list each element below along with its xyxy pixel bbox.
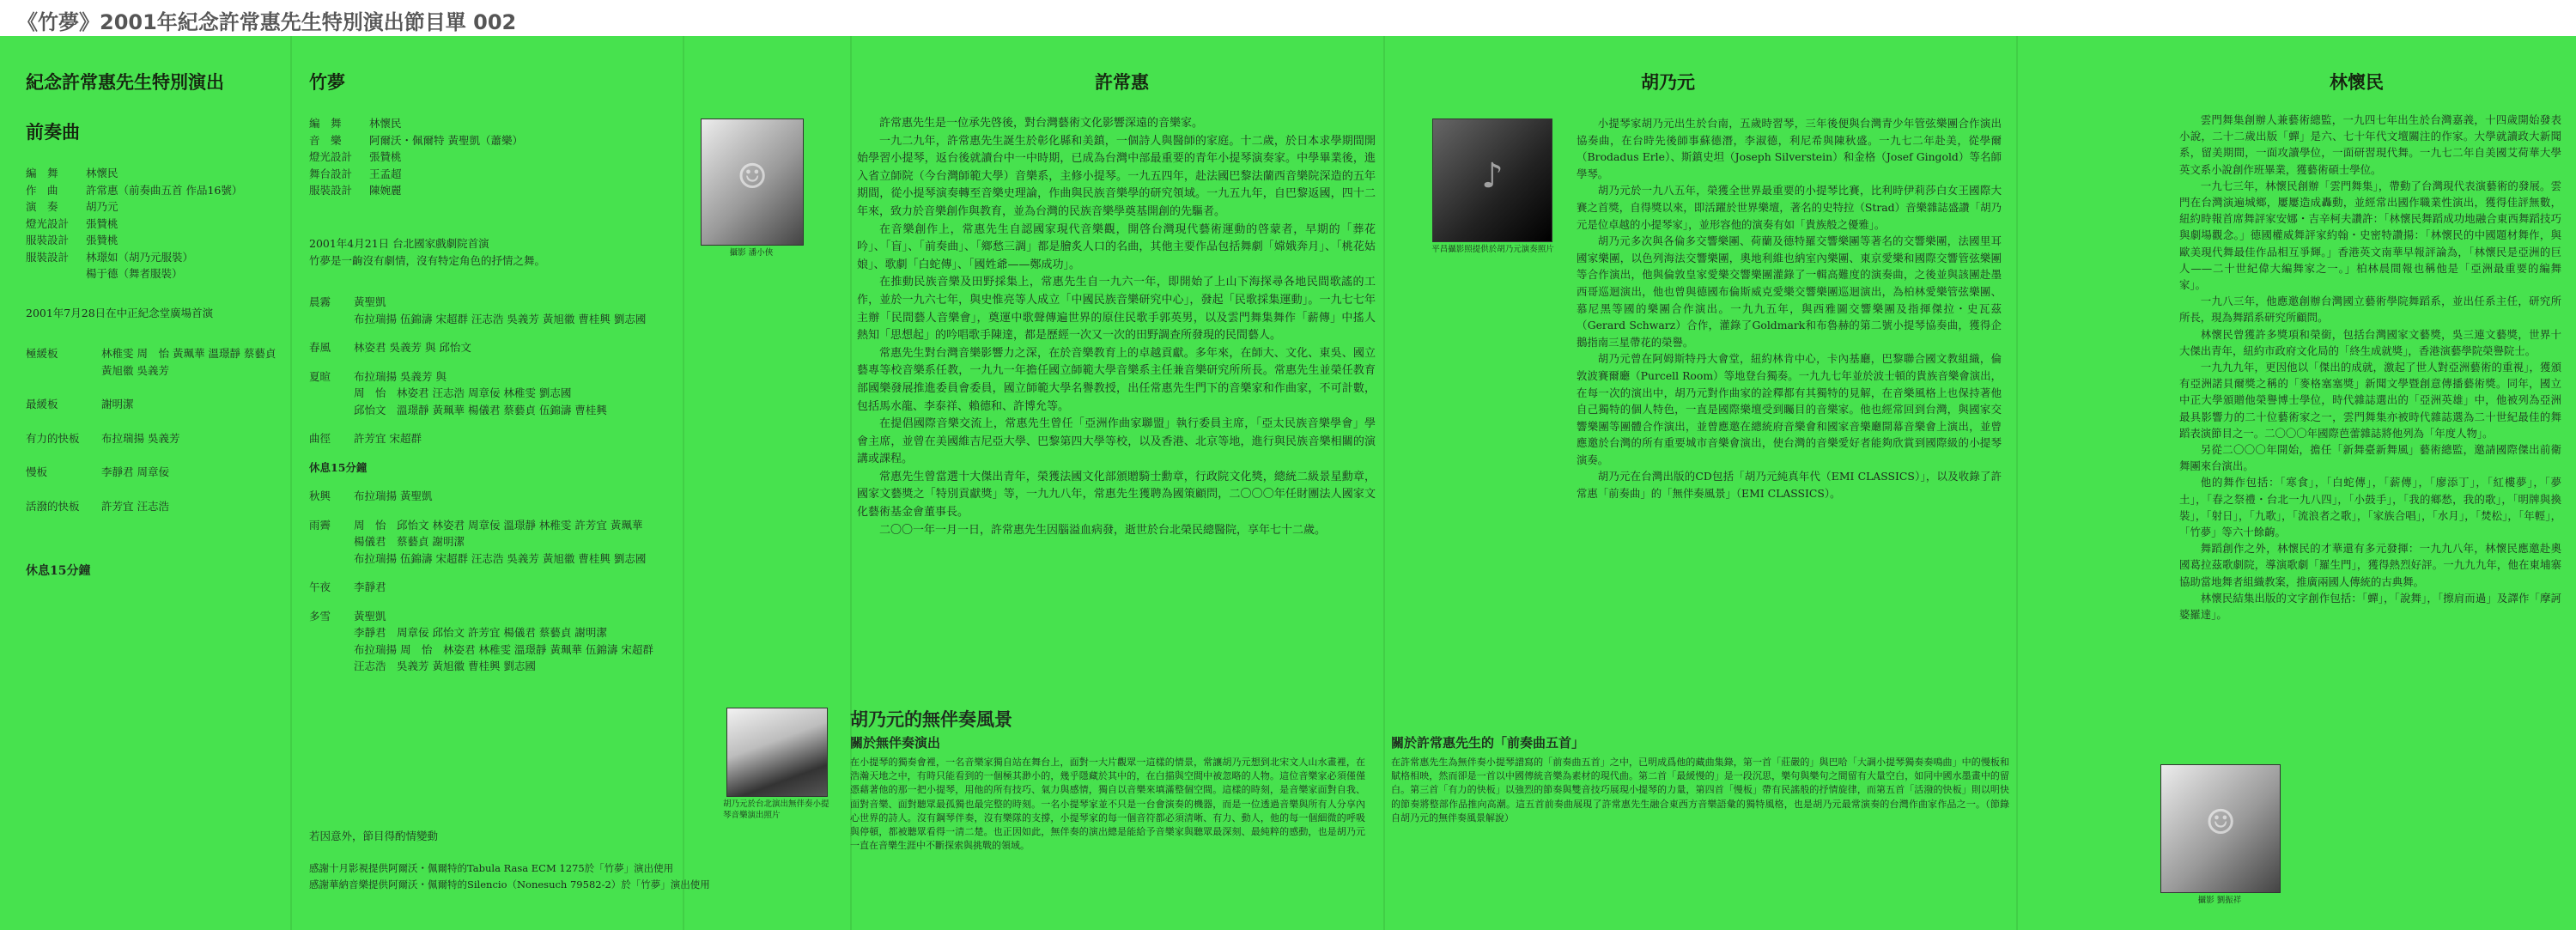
- section-row: [309, 385, 696, 402]
- hu-title: 胡乃元: [1641, 71, 1695, 93]
- hu-biography: [1577, 115, 2002, 665]
- photo-caption: 攝影 劉振祥: [2197, 896, 2242, 905]
- credit-role: 編 舞: [309, 117, 342, 130]
- biography-paragraph: 另從二〇〇〇年開始，擔任「新舞臺新舞風」藝術總監，邀請國際傑出前衛舞團來台演出。: [2179, 443, 2561, 473]
- biography-paragraph: 胡乃元在台灣出版的CD包括「胡乃元純真年代（EMI CLASSICS）」，以及收錄了許常惠「前奏曲」的「無伴奏風景」（EMI CLASSICS）。: [1577, 470, 2002, 501]
- choreographer-photo: [2160, 764, 2281, 893]
- biography-paragraph: 小提琴家胡乃元出生於台南，五歲時習琴，三年後便與台灣青少年管弦樂團合作演出協奏曲，在台時先後師事蘇德潛，李淑德，利尼希與陳秋盛。一九七二年赴美，從學爾（Brodadus Erle）、斯鎮史坦（Joseph Silverstein）和金格（Josef Gingold）等名師學琴。: [1577, 117, 2002, 180]
- performance-photo: [726, 708, 828, 797]
- section-label: 曲徑: [309, 432, 331, 445]
- piece-title: 前奏曲: [26, 121, 80, 143]
- section-dancers: 布拉瑞揚 黃聖凱: [354, 489, 433, 502]
- section-row: [26, 498, 288, 515]
- section-dancers: 林姿君 吳義芳 與 邱怡文: [354, 341, 471, 354]
- section-label: 休息15分鐘: [309, 460, 368, 474]
- preludes-text: 在許常惠先生為無伴奏小提琴譜寫的「前奏曲五首」之中，已明成爲他的藏曲集錄，第一首「莊嚴的」與巴哈「大調小提琴獨奏奏鳴曲」中的慢板和賦格相映，然而卻是一首以中國傳統音樂為素材的現代曲。第二首「最緩慢的」是一段沉思，樂句與樂句之間留有大量空白，如同中國水墨畫中的留白。第三首「有力的快板」以強烈的節奏與雙音技巧展現小提琴的力量，第四首「慢板」帶有民謠般的抒情旋律，而第五首「活潑的快板」則以明快的節奏將整部作品推向高潮。這五首前奏曲展現了許常惠先生融合東西方音樂語彙的獨特風格，也是胡乃元最常演奏的台灣作曲家作品之一。（節錄自胡乃元的無伴奏風景解說）: [1391, 757, 2009, 824]
- section-dancers: 林稚雯 周 怡 黃珮華 溫璟靜 蔡藝貞: [101, 347, 276, 360]
- credit-row: [26, 265, 283, 283]
- photo-caption: 平昌攝影照提供於胡乃元演奏照片: [1431, 245, 1554, 254]
- section-label: 最緩板: [26, 398, 58, 410]
- section-row: [309, 533, 696, 550]
- credit-name: 阿爾沃・佩爾特 黃聖凱（蕭樂）: [369, 133, 523, 147]
- program-sheet: [0, 36, 2576, 930]
- section-row: [309, 294, 696, 311]
- violin-icon: ♪: [1481, 155, 1504, 196]
- biography-paragraph: 胡乃元多次與各倫多交響樂團、荷蘭及德特羅交響樂團等著名的交響樂團，法國里耳國家樂團，以色列海法交響樂團，奧地利維也納室內樂團、東京愛樂和國際交響管弦樂團等合作演出，他與倫敦皇家愛樂交響樂團灌錄了一輯高難度的演奏曲，之後並與該團赴墨西哥巡迴演出，他也曾與德國布倫斯威克愛樂交響樂團巡迴演出，為柏林愛樂管弦樂團、慕尼黑等國的樂團合作演出。一九九五年，與西雅圖交響樂團及指揮傑拉・史瓦茲（Gerard Schwarz）合作，灌錄了Goldmark和布魯赫的第二號小提琴協奏曲，獲得企鵝指南三星帶花的榮譽。: [1577, 234, 2002, 349]
- credit-role: 演 奏: [26, 200, 58, 213]
- credit-row: [309, 182, 653, 199]
- section-row: [309, 430, 696, 447]
- section-label: 秋興: [309, 489, 331, 502]
- section-row: [26, 464, 288, 481]
- section-dancers: 布拉瑞揚 伍錦濤 宋超群 汪志浩 吳義芳 黃旭徽 曹桂興 劉志國: [354, 551, 647, 565]
- violinist-photo: [1432, 119, 1552, 242]
- credit-name: 陳婉麗: [369, 184, 402, 197]
- section-row: [309, 311, 696, 328]
- biography-paragraph: 二〇〇一年一月一日，許常惠先生因腦溢血病發，逝世於台北榮民總醫院，享年七十二歲。: [879, 523, 1327, 537]
- credit-role: 服裝設計: [309, 184, 353, 197]
- credit-name: 王孟超: [369, 167, 402, 180]
- header-bar: [0, 0, 2576, 36]
- section-label: 慢板: [26, 465, 48, 478]
- credit-role: 編 舞: [26, 167, 58, 179]
- section-entry: [26, 464, 288, 481]
- credit-role: 燈光設計: [309, 150, 353, 163]
- credit-row: [309, 149, 653, 166]
- credit-role: 服裝設計: [26, 250, 70, 264]
- bamboo-title: 竹夢: [309, 71, 345, 93]
- section-dancers: 李靜君 周章佞 邱怡文 許芳宜 楊儀君 蔡藝貞 謝明潔: [354, 626, 607, 639]
- biography-paragraph: 一九八三年，他應邀創辦台灣國立藝術學院舞蹈系，並出任系主任，研究所所長，現為舞蹈系研究所顧問。: [2179, 295, 2561, 325]
- premiere-line: 2001年4月21日 台北國家戲劇院首演: [309, 237, 489, 250]
- section-entry: [309, 459, 696, 477]
- section-dancers: 楊儀君 蔡藝貞 謝明潔: [354, 535, 465, 548]
- section-dancers: 許芳宜 汪志浩: [101, 499, 169, 513]
- section-entry: [309, 608, 696, 675]
- credit-name: 張贊桃: [86, 216, 118, 230]
- credit-row: [26, 182, 283, 199]
- section-row: [309, 658, 696, 675]
- section-entry: [309, 517, 696, 568]
- portrait-icon: ☺: [2205, 803, 2236, 843]
- biography-paragraph: 他的舞作包括：「寒食」，「白蛇傳」，「薪傳」，「廖添丁」，「紅樓夢」，「夢土」，「春之祭禮・台北一九八四」，「小鼓手」，「我的鄉愁，我的歌」，「明牌與換裝」，「射日」，「九歌」，「流浪者之歌」，「家族合唱」，「水月」，「焚松」，「年輕」，「竹夢」等六十餘齣。: [2179, 476, 2561, 539]
- credit-role: 作 曲: [26, 183, 58, 197]
- section-dancers: 黃聖凱: [354, 295, 386, 308]
- credit-role: 服裝設計: [26, 234, 70, 246]
- credit-name: 林璟如（胡乃元服裝）: [86, 250, 194, 264]
- panel-lin: [2016, 36, 2576, 930]
- biography-paragraph: 在提倡國際音樂交流上，常惠先生曾任「亞洲作曲家聯盟」執行委員主席，「亞太民族音樂學會」學會主席，並曾在美國維吉尼亞大學、巴黎第四大學等校，以及香港、北京等地，進行與民族音樂相關的演講或課程。: [857, 417, 1376, 466]
- thanks-line: 感謝十月影視提供阿爾沃・佩爾特的Tabula Rasa ECM 1275於「竹夢」演出使用: [309, 862, 674, 874]
- biography-paragraph: 胡乃元曾在阿姆斯特丹大會堂，紐約林肯中心，卡內基廳，巴黎聯合國文教組織，倫敦波賽爾廳（Purcell Room）等地登台獨奏。一九九七年並於波士頓的貴族音樂會演出，在每一次的演出中，胡乃元對作曲家的詮釋都有其獨特的見解，在音樂風格上也保持著他自己獨特的個人特色，一直是國際樂壇受到矚目的音樂家。他也經常回到台灣，與國家交響樂團等團體合作演出，並曾應邀在總統府音樂會和國家音樂廳開幕音樂會上演出，並曾應邀於台灣的所有重要城市音樂會演出，使台灣的音樂愛好者能夠欣賞到國際級的小提琴演奏。: [1577, 352, 2002, 466]
- section-entry: [26, 498, 288, 515]
- section-row: [309, 641, 696, 659]
- section-dancers: 布拉瑞揚 吳義芳: [101, 431, 180, 445]
- section-row: [26, 430, 288, 447]
- section-row: [309, 459, 696, 477]
- section-row: [309, 488, 696, 505]
- section-label: 有力的快板: [26, 431, 80, 445]
- hsu-biography: [857, 115, 1376, 678]
- premiere-line: 竹夢是一齣沒有劇情，沒有特定角色的抒情之舞。: [309, 253, 546, 267]
- section-entry: [309, 294, 696, 327]
- solo-landscape-heading: 胡乃元的無伴奏風景: [850, 708, 1012, 730]
- portrait-photo: [701, 119, 804, 246]
- credit-row: [309, 115, 653, 132]
- biography-paragraph: 林懷民結集出版的文字創作包括：「蟬」，「說舞」，「擦肩而過」及譯作「摩訶婆羅達」。: [2179, 591, 2561, 622]
- credit-role: 舞台設計: [309, 167, 353, 180]
- prelude-credits: [26, 165, 283, 283]
- credit-row: [26, 216, 283, 233]
- section-entry: [309, 430, 696, 447]
- lin-biography: [2179, 112, 2561, 799]
- section-label: 午夜: [309, 580, 331, 593]
- thanks-line: 感謝華納音樂提供阿爾沃・佩爾特的Silencio（Nonesuch 79582-2）於「竹夢」演出使用: [309, 878, 710, 890]
- credit-role: 音 樂: [309, 133, 342, 147]
- photo-caption: 胡乃元於台北演出無伴奏小提琴音樂演出照片: [723, 799, 829, 820]
- credit-name: 許常惠（前奏曲五首 作品16號）: [86, 183, 243, 197]
- section-dancers: 布拉瑞揚 伍錦濤 宋超群 汪志浩 吳義芳 黃旭徽 曹桂興 劉志國: [354, 312, 647, 325]
- section-label: 活潑的快板: [26, 499, 80, 513]
- change-notice: 若因意外，節目得酌情變動: [309, 830, 439, 842]
- credit-name: 楊于德（舞者服裝）: [86, 267, 183, 280]
- section-dancers: 李靜君: [354, 580, 386, 593]
- section-row: [309, 550, 696, 568]
- section-entry: [309, 368, 696, 419]
- biography-paragraph: 一九七三年，林懷民創辦「雲門舞集」，帶動了台灣現代表演藝術的發展。雲門在台灣演遍城鄉，屢屢造成轟動，並經常出國作職業性演出，獲得佳評無數，紐約時報首席舞評家安娜・吉辛柯夫讚許：「林懷民舞蹈成功地融合東西舞蹈技巧與劇場觀念。」德國權威舞評家約翰・史密特讚揚：「林懷民的中國題材舞作，與歐美現代舞最佳作品相互爭輝。」香港英文南華早報評論為，「林懷民是亞洲的巨人——二十世紀偉大編舞家之一。」柏林晨間報也稱他是「亞洲最重要的編舞家」。: [2179, 179, 2561, 292]
- section-label: 雨霽: [309, 518, 331, 532]
- section-entry: [309, 488, 696, 505]
- section-dancers: 許芳宜 宋超群: [354, 432, 422, 445]
- bamboo-sections: [309, 294, 696, 687]
- section-label: 晨霧: [309, 295, 331, 308]
- biography-paragraph: 在音樂創作上，常惠先生自認國家現代音樂觀，開啓台灣現代藝術運動的啓蒙者，早期的「葬花吟」、「盲」、「前奏曲」、「鄉愁三調」都是膾炙人口的名曲，其他主要作品包括舞劇「嫦娥奔月」、「桃花姑娘」、歌劇「白蛇傳」、「國姓爺——鄭成功」。: [857, 222, 1376, 271]
- biography-paragraph: 雲門舞集創辦人兼藝術總監，一九四七年出生於台灣嘉義，十四歲開始發表小說，二十二歲出版「蟬」是六、七十年代文壇關注的作家。大學就讀政大新聞系，留美期間，一面攻讀學位，一面研習現代舞。一九七二年自美國艾荷華大學英文系小說創作班畢業，獲藝術碩士學位。: [2179, 113, 2561, 176]
- section-entry: [309, 339, 696, 356]
- biography-paragraph: 舞蹈創作之外，林懷民的才華還有多元發揮：一九九八年，林懷民應邀赴奧國葛拉茲歌劇院，導演歌劇「羅生門」，獲得熱烈好評。一九九九年，他在東埔寨協助當地舞者組織教案，推廣兩國人傳統的古典舞。: [2179, 542, 2561, 588]
- biography-paragraph: 一九九九年，更因他以「傑出的成就，激起了世人對亞洲藝術的重視」，獲頒有亞洲諾貝爾獎之稱的「麥格塞塞獎」新聞文學暨創意傳播藝術獎。同年，國立中正大學頒贈他榮譽博士學位，時代雜誌選出的「亞洲英雄」中，他被列為亞洲最具影響力的二十位藝術家之一，雲門舞集亦被時代雜誌選為二十世紀最佳的舞蹈表演節目之一。二〇〇〇年國際芭蕾雜誌將他列為「年度人物」。: [2179, 361, 2561, 440]
- prelude-premiere: 2001年7月28日在中正紀念堂廣場首演: [26, 307, 214, 319]
- credit-name: 張贊桃: [86, 234, 118, 246]
- prelude-sections: [26, 345, 288, 532]
- acknowledgements: [309, 860, 713, 893]
- credit-row: [26, 165, 283, 182]
- bamboo-premiere: [309, 235, 687, 269]
- preludes-heading: 關於許常惠先生的「前奏曲五首」: [1391, 735, 1585, 751]
- section-label: 極緩板: [26, 347, 58, 360]
- panel-program: [0, 36, 290, 930]
- portrait-icon: ☺: [737, 156, 768, 197]
- credit-row: [309, 166, 653, 183]
- biography-paragraph: 常惠先生曾當選十大傑出青年，榮獲法國文化部頒贈騎士勳章，行政院文化獎，總統二級景星勳章，國家文藝獎之「特別貢獻獎」等，一九九八年，常惠先生獲聘為國策顧問，二〇〇〇年任財團法人國家文化藝術基金會董事長。: [857, 470, 1376, 520]
- section-row: [26, 396, 288, 413]
- bamboo-credits: [309, 115, 653, 199]
- section-row: [26, 345, 288, 362]
- section-entry: [26, 430, 288, 447]
- biography-paragraph: 一九二九年，許常惠先生誕生於彰化縣和美鎮，一個詩人與醫師的家庭。十二歲，於日本求學期間開始學習小提琴，返台後就讀台中一中時期，已成為台灣中部最重要的青年小提琴演奏家。中學畢業後，進入省立師院（今台灣師範大學）音樂系，主修小提琴。一九五四年，赴法國巴黎法蘭西音樂院深造的五年期間，從小提琴演奏轉至音樂史理論，作曲與民族音樂學的研究領域。一九五九年，自巴黎返國，四十二年來，致力於音樂創作與教育，並為台灣的民族音樂學奠基開創的先驅者。: [857, 134, 1376, 218]
- credit-row: [309, 132, 653, 149]
- section-entry: [26, 345, 288, 379]
- section-dancers: 黃聖凱: [354, 609, 386, 623]
- section-label: 多雪: [309, 609, 331, 623]
- page-title: 《竹夢》2001年紀念許常惠先生特別演出節目單 002: [17, 10, 517, 34]
- section-dancers: 汪志浩 吳義芳 黃旭徽 曹桂興 劉志國: [354, 660, 536, 672]
- lin-title: 林懷民: [2330, 71, 2384, 93]
- credit-row: [26, 198, 283, 216]
- credit-name: 張贊桃: [369, 150, 402, 163]
- section-dancers: 黃旭徽 吳義芳: [101, 363, 169, 377]
- credit-name: 林懷民: [86, 167, 118, 179]
- section-row: [309, 368, 696, 386]
- section-entry: [309, 579, 696, 596]
- section-dancers: 周 怡 林姿君 汪志浩 周章佞 林稚雯 劉志國: [354, 386, 572, 399]
- section-row: [309, 624, 696, 641]
- section-row: [309, 517, 696, 534]
- biography-paragraph: 許常惠先生是一位承先啓後，對台灣藝術文化影響深遠的音樂家。: [879, 117, 1204, 130]
- section-dancers: 李靜君 周章佞: [101, 465, 169, 478]
- section-dancers: 邱怡文 溫璟靜 黃珮華 楊儀君 蔡藝貞 伍錦濤 曹桂興: [354, 403, 607, 416]
- credit-row: [26, 232, 283, 249]
- biography-paragraph: 在推動民族音樂及田野採集上，常惠先生自一九六一年，即開始了上山下海探尋各地民間歌謠的工作，並於一九六七年，與史惟亮等人成立「中國民族音樂研究中心」，發起「民歌採集運動」。一九七七年主辦「民間藝人音樂會」，奠運中歌聲傳遍世界的原住民歌手郭英男，以及雲門舞集舞作「薪傳」中搖人熱知「思想起」的吟唱歌手陳達，都是歷經一次又一次的田野調查所發現的民間藝人。: [857, 276, 1376, 343]
- section-label: 春風: [309, 341, 331, 354]
- section-row: [309, 339, 696, 356]
- credit-row: [26, 249, 283, 266]
- program-title: 紀念許常惠先生特別演出: [26, 71, 224, 93]
- solo-subheading: 關於無伴奏演出: [850, 735, 941, 751]
- section-entry: [26, 396, 288, 413]
- credit-name: 胡乃元: [86, 200, 118, 213]
- hsu-title: 許常惠: [1095, 71, 1149, 93]
- section-label: 夏暄: [309, 369, 331, 383]
- photo-caption: 攝影 潘小俠: [729, 248, 774, 258]
- section-dancers: 布拉瑞揚 周 怡 林姿君 林稚雯 溫璟靜 黃珮華 伍錦濤 宋超群: [354, 642, 653, 656]
- section-dancers: 周 怡 邱怡文 林姿君 周章佞 溫璟靜 林稚雯 許芳宜 黃珮華: [354, 518, 643, 532]
- credit-role: 燈光設計: [26, 216, 70, 230]
- section-dancers: 謝明潔: [101, 398, 134, 410]
- credit-name: 林懷民: [369, 117, 402, 130]
- biography-paragraph: 林懷民曾獲許多獎項和榮銜，包括台灣國家文藝獎，吳三連文藝獎，世界十大傑出青年，紐約市政府文化局的「終生成就獎」，香港演藝學院榮譽院士。: [2179, 327, 2561, 357]
- biography-paragraph: 胡乃元於一九八五年，榮獲全世界最重要的小提琴比賽，比利時伊莉莎白女王國際大賽之首獎，自得獎以來，即活躍於世界樂壇，著名的史特拉（Strad）音樂雜誌盛讚「胡乃元是位卓越的小提琴家」，並形容他的演奏有如「貴族般之優雅」。: [1577, 184, 2002, 231]
- section-row: [309, 579, 696, 596]
- intermission-label: 休息15分鐘: [26, 564, 91, 578]
- section-dancers: 布拉瑞揚 吳義芳 與: [354, 369, 447, 383]
- section-row: [309, 402, 696, 419]
- section-row: [309, 608, 696, 625]
- biography-paragraph: 常惠先生對台灣音樂影響力之深，在於音樂教育上的卓越貢獻。多年來，在師大、文化、東吳、國立藝專等校音樂系任教，一九九一年擔任國立師範大學音樂系主任兼音樂研究所所長。常惠先生並榮任教育部國樂發展推進委員會委員，國立師範大學名譽教授，出任常惠先生門下的音樂家和作曲家，不可計數，包括馬水龍、李泰祥、賴德和、許博允等。: [857, 346, 1376, 413]
- section-row: [26, 362, 288, 380]
- solo-text: 在小提琴的獨奏會裡，一名音樂家獨自站在舞台上，面對一大片觀眾一這樣的情景，常讓胡乃元想到北宋文人山水畫裡，在浩瀚天地之中，有時只能看到的一個極其渺小的，幾乎隱藏於其中的，在白描與空間中被忽略的人物。這位音樂家必須僅僅憑藉著他的那一把小提琴，用他的所有技巧、氣力與感情，獨自以音樂來填滿整個空間。這樣的時刻，是音樂家面對自我、面對音樂、面對聽眾最孤獨也最完整的時刻。一名小提琴家並不只是一台會演奏的機器，而是一位透過音樂與所有人分享內心世界的詩人。沒有鋼琴伴奏，沒有樂隊的支撐，小提琴家的每一個音符都必須清晰、有力、動人，他的每一個細微的呼吸與停頓，都被聽眾看得一清二楚。也正因如此，無伴奏的演出總是能給予音樂家與聽眾最深刻、最純粹的感動，也是胡乃元一直在音樂生涯中不斷探索與挑戰的領域。: [850, 757, 1365, 852]
